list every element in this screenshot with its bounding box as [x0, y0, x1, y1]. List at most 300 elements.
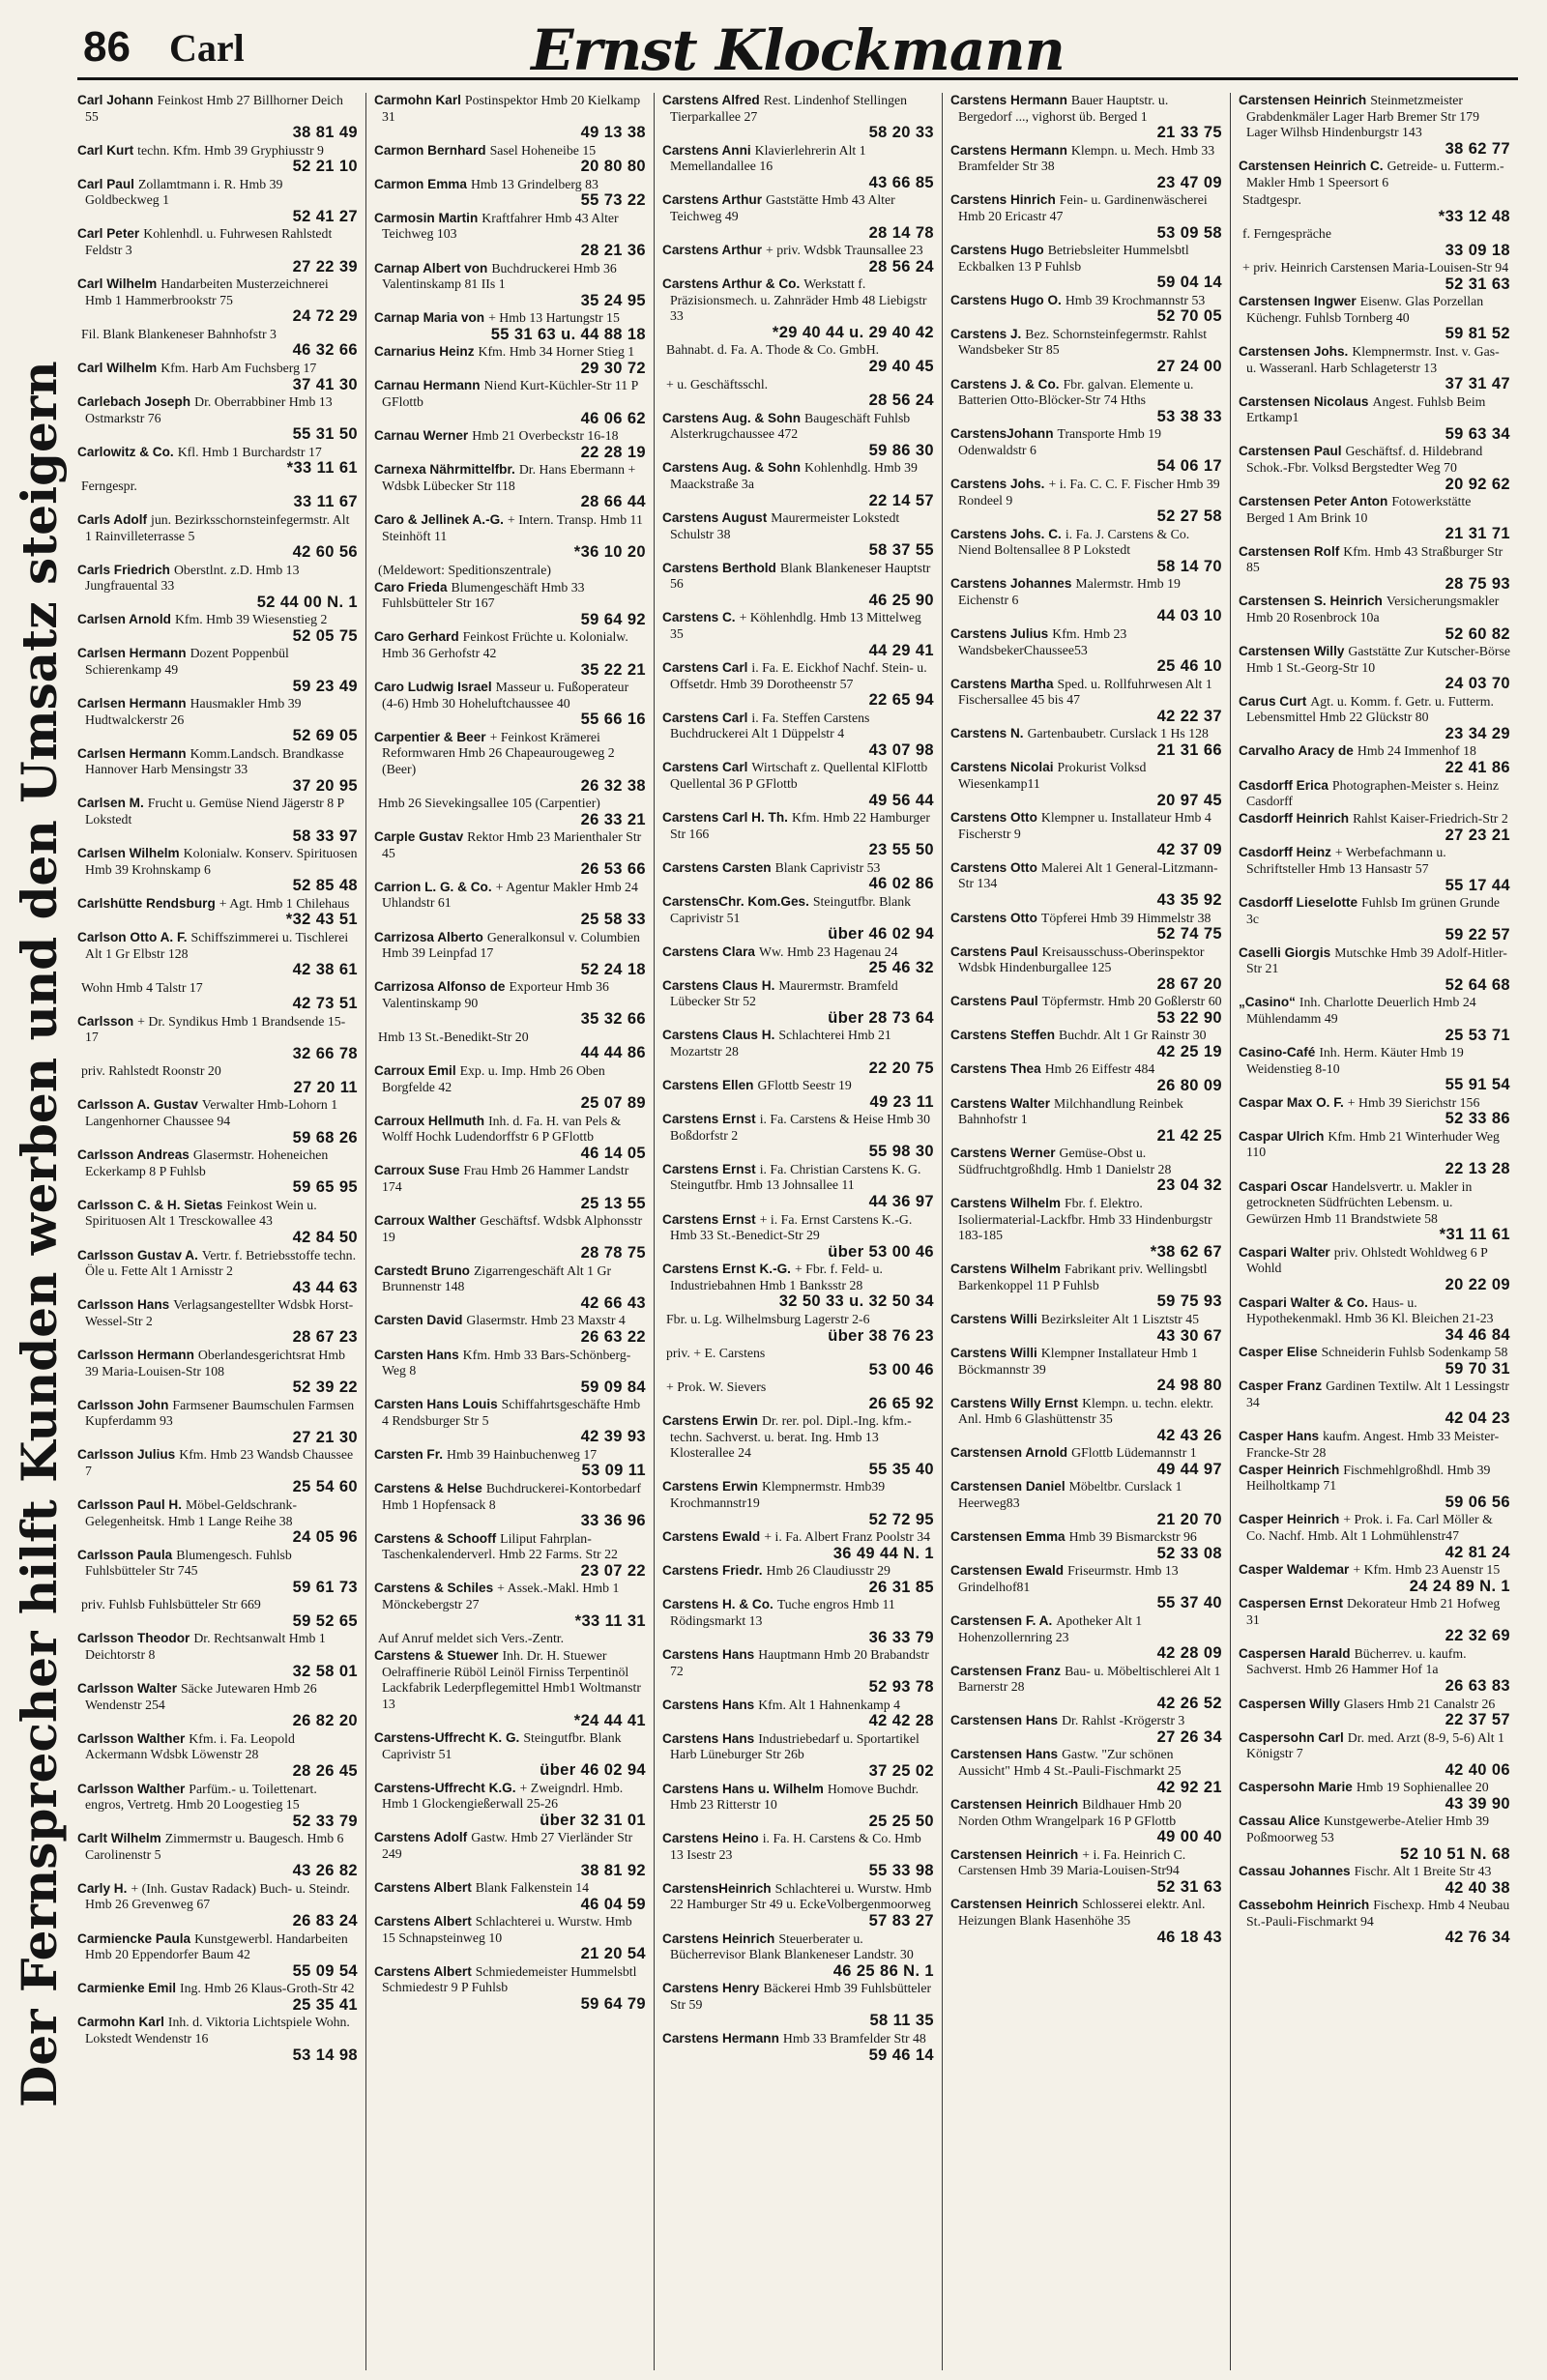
entry-phone: 59 75 93	[1156, 1292, 1222, 1311]
entry-detail: Inh. Charlotte Deuerlich Hmb 24 Mühlendamm 49	[1246, 995, 1476, 1026]
entry-phone: 42 60 56	[292, 543, 358, 562]
entry-name: Carnarius Heinz	[374, 344, 475, 360]
directory-entry	[662, 1112, 934, 1160]
entry-detail: Steinmetzmeister Grabdenkmäler Lager Harb Bremer Str 179 Lager Wilhsb Hindenburgstr 143	[1246, 93, 1479, 140]
entry-detail: + Kfm. Hmb 23 Auenstr 15	[1353, 1562, 1501, 1578]
entry-name: Carstens Hans	[662, 1730, 755, 1746]
directory-entry	[662, 1597, 934, 1645]
directory-entry	[374, 680, 646, 728]
entry-detail: Kfm. Harb Am Fuchsberg 17	[161, 360, 317, 375]
entry-name: Carstens Johs. C.	[950, 526, 1062, 541]
entry-name: Carstens Ellen	[662, 1078, 754, 1093]
entry-name: Carstensen Heinrich	[950, 1797, 1079, 1813]
directory-entry	[662, 460, 934, 508]
entry-detail: Fischmehlgroßhdl. Hmb 39 Heilholtkamp 71	[1246, 1462, 1491, 1494]
directory-entry	[77, 930, 358, 978]
entry-name: Carsten Hans Louis	[374, 1397, 498, 1412]
directory-entry	[1239, 226, 1510, 259]
directory-entry	[77, 1631, 358, 1679]
directory-entry	[1239, 743, 1510, 776]
entry-phone: 36 33 79	[868, 1628, 934, 1646]
entry-name: Carroux Suse	[374, 1163, 460, 1178]
entry-name: Carl Wilhelm	[77, 276, 158, 292]
entry-detail: Malermstr. Hmb 19 Eichenstr 6	[958, 576, 1181, 607]
entry-name: Carlsson	[77, 1013, 134, 1029]
entry-detail: + Prok. i. Fa. Carl Möller & Co. Nachf. Hmb. Alt 1 Lohmühlenstr47	[1246, 1512, 1493, 1543]
entry-name: Carlson Otto A. F.	[77, 929, 188, 944]
entry-phone: 33 11 67	[293, 493, 358, 511]
entry-name: Carstens Albert	[374, 1914, 472, 1930]
entry-name: Caspari Oscar	[1239, 1178, 1328, 1194]
entry-name: Carl Johann	[77, 93, 154, 107]
entry-phone: 42 39 93	[580, 1428, 646, 1446]
entry-detail: + i. Fa. Albert Franz Poolstr 34	[764, 1529, 931, 1545]
directory-entry	[950, 377, 1222, 425]
entry-name: Carlsson Paul H.	[77, 1496, 183, 1512]
entry-name: Caselli Giorgis	[1239, 944, 1331, 960]
entry-phone: 59 70 31	[1445, 1359, 1510, 1378]
entry-detail: + Prok. W. Sievers	[666, 1379, 767, 1395]
directory-entry	[950, 1797, 1222, 1845]
entry-phone: 21 20 70	[1156, 1510, 1222, 1528]
entry-detail: Buchdruckerei Hmb 36 Valentinskamp 81 IIs 1	[382, 260, 617, 292]
directory-entry	[950, 426, 1222, 475]
entry-phone: *33 11 31	[574, 1611, 646, 1630]
entry-name: Carstens Hugo	[950, 243, 1044, 258]
entry-detail: (Meldewort: Speditionszentrale)	[378, 562, 551, 577]
entry-name: Carstens Anni	[662, 142, 751, 158]
entry-name: Carstensen Nicolaus	[1239, 393, 1369, 409]
entry-name: Carstens Berthold	[662, 560, 776, 575]
entry-detail: Inh. d. Fa. H. van Pels & Wolff Hochk Ludendorffstr 6 P GFlottb	[382, 1113, 622, 1145]
entry-name: Caspersen Ernst	[1239, 1596, 1344, 1611]
directory-entry	[1239, 93, 1510, 158]
directory-entry	[1239, 192, 1510, 225]
entry-phone: 59 22 57	[1445, 926, 1510, 944]
entry-detail: Tuche engros Hmb 11 Rödingsmarkt 13	[670, 1597, 895, 1628]
directory-entry	[374, 979, 646, 1028]
entry-name: Carstensen Rolf	[1239, 543, 1340, 559]
entry-detail: Homove Buchdr. Hmb 23 Ritterstr 10	[670, 1781, 919, 1813]
entry-detail: + u. Geschäftsschl.	[666, 376, 769, 392]
directory-entry	[374, 730, 646, 795]
entry-phone: 59 64 92	[580, 610, 646, 628]
directory-entry	[662, 894, 934, 943]
entry-phone: 59 61 73	[292, 1578, 358, 1596]
entry-detail: Kohlenhdl. u. Fuhrwesen Rahlstedt Feldstr 3	[85, 226, 333, 258]
directory-entry	[950, 327, 1222, 375]
entry-phone: 27 21 30	[292, 1428, 358, 1446]
entry-phone: 25 46 10	[1156, 657, 1222, 676]
directory-entry	[950, 1713, 1222, 1746]
directory-entry	[374, 1213, 646, 1262]
entry-name: Carstensen Hans	[950, 1713, 1059, 1728]
entry-detail: + Köhlenhdlg. Hmb 13 Mittelweg 35	[670, 610, 921, 641]
entry-phone: 59 46 14	[868, 2046, 934, 2064]
directory-entry	[950, 911, 1222, 943]
entry-name: Carstens Carl	[662, 710, 748, 725]
directory-entry	[1239, 644, 1510, 692]
entry-detail: Gartenbaubetr. Curslack 1 Hs 128	[1027, 726, 1209, 741]
entry-name: Casdorff Heinz	[1239, 845, 1331, 860]
entry-name: Carsten Fr.	[374, 1446, 444, 1462]
entry-detail: Glasermstr. Hoheneichen Eckerkamp 8 P Fuhlsb	[85, 1147, 329, 1178]
entry-phone: 32 66 78	[292, 1044, 358, 1062]
entry-name: CarstensHeinrich	[662, 1880, 772, 1896]
entry-name: Carlsen M.	[77, 796, 144, 811]
entry-name: Caspar Ulrich	[1239, 1128, 1325, 1144]
directory-entry	[77, 746, 358, 795]
entry-detail: Hauptmann Hmb 20 Brabandstr 72	[670, 1647, 929, 1678]
entry-phone: 49 56 44	[868, 791, 934, 809]
entry-phone: 49 00 40	[1156, 1828, 1222, 1846]
entry-phone: 59 52 65	[292, 1611, 358, 1630]
entry-name: Carstens Hans u. Wilhelm	[662, 1781, 824, 1796]
directory-entry	[374, 344, 646, 377]
entry-phone: 36 49 44 N. 1	[832, 1544, 934, 1562]
entry-phone: 28 26 45	[292, 1762, 358, 1780]
entry-phone: 22 65 94	[868, 691, 934, 710]
directory-entry	[1239, 494, 1510, 542]
entry-name: Carmiencke Paula	[77, 1930, 191, 1946]
directory-entry	[662, 1981, 934, 2029]
directory-entry	[662, 276, 934, 341]
directory-entry	[1239, 945, 1510, 994]
entry-detail: i. Fa. Steffen Carstens Buchdruckerei Alt 1 Düppelstr 4	[670, 710, 870, 741]
entry-detail: Hmb 26 Eiffestr 484	[1044, 1061, 1155, 1077]
entry-detail: Gaststätte Hmb 43 Alter Teichweg 49	[670, 192, 895, 223]
entry-name: Carmohn Karl	[374, 93, 461, 107]
entry-phone: 53 14 98	[292, 2046, 358, 2064]
entry-detail: Fein- u. Gardinenwäscherei Hmb 20 Ericastr 47	[958, 192, 1208, 223]
entry-phone: 27 23 21	[1445, 826, 1510, 844]
entry-phone: *36 10 20	[573, 543, 646, 562]
entry-name: Caspersen Harald	[1239, 1645, 1351, 1661]
entry-detail: Generalkonsul v. Columbien Hmb 39 Leinpfad 17	[382, 929, 640, 961]
entry-phone: 43 66 85	[868, 173, 934, 191]
entry-phone: 58 33 97	[292, 827, 358, 845]
entry-detail: Eisenw. Glas Porzellan Küchengr. Fuhlsb Tornberg 40	[1246, 294, 1484, 325]
entry-name: Carvalho Aracy de	[1239, 743, 1354, 759]
entry-phone: 52 44 00 N. 1	[256, 593, 358, 611]
entry-detail: Handarbeiten Musterzeichnerei Hmb 1 Hammerbrookstr 75	[85, 276, 329, 307]
directory-entry	[374, 1263, 646, 1312]
directory-entry	[950, 1061, 1222, 1094]
directory-entry	[77, 1147, 358, 1196]
entry-detail: Hmb 26 Sievekingsallee 105 (Carpentier)	[378, 796, 600, 811]
directory-entry	[662, 1731, 934, 1780]
entry-phone: 43 07 98	[868, 740, 934, 759]
entry-phone: 22 20 75	[868, 1059, 934, 1077]
entry-name: Carstensen Ewald	[950, 1563, 1065, 1579]
directory-entry	[950, 677, 1222, 725]
entry-detail: Wirtschaft z. Quellental KlFlottb Quellental 36 P GFlottb	[670, 760, 928, 792]
directory-entry	[662, 1563, 934, 1596]
entry-name: Carstens Claus H.	[662, 977, 775, 993]
entry-detail: Möbel-Geldschrank-Gelegenheitsk. Hmb 1 Lange Reihe 38	[85, 1496, 297, 1528]
directory-entry	[662, 860, 934, 893]
entry-phone: 28 21 36	[580, 242, 646, 260]
entry-phone: 38 62 77	[1445, 139, 1510, 158]
entry-phone: 26 63 22	[580, 1328, 646, 1346]
directory-entry	[950, 1613, 1222, 1662]
entry-phone: 28 78 75	[580, 1244, 646, 1263]
entry-phone: 37 31 47	[1445, 375, 1510, 393]
masthead-logo: Ernst Klockmann	[531, 17, 1065, 83]
directory-entry	[1239, 394, 1510, 443]
entry-phone: 46 04 59	[580, 1895, 646, 1913]
entry-phone: *32 43 51	[285, 911, 358, 929]
directory-entry	[374, 880, 646, 928]
entry-phone: 42 28 09	[1156, 1644, 1222, 1663]
directory-entry	[77, 1782, 358, 1830]
entry-phone: 27 24 00	[1156, 358, 1222, 376]
directory-entry	[77, 445, 358, 478]
entry-phone: 20 80 80	[580, 158, 646, 176]
entry-detail: Betriebsleiter Hummelsbtl Eckbalken 13 P Fuhlsb	[958, 243, 1189, 274]
entry-phone: 49 23 11	[869, 1092, 934, 1111]
directory-entry	[77, 1731, 358, 1780]
entry-detail: Fischexp. Hmb 4 Neubau St.-Pauli-Fischmarkt 94	[1246, 1898, 1510, 1929]
entry-name: Carstensen Peter Anton	[1239, 494, 1388, 508]
directory-entry	[662, 1028, 934, 1076]
entry-detail: Fil. Blank Blankeneser Bahnhofstr 3	[81, 326, 277, 341]
entry-detail: Möbeltbr. Curslack 1 Heerweg83	[958, 1479, 1182, 1511]
directory-entry	[374, 1481, 646, 1529]
directory-column-3	[654, 93, 942, 2370]
entry-phone: 25 07 89	[580, 1094, 646, 1113]
entry-phone: 46 06 62	[580, 409, 646, 427]
directory-entry	[374, 1163, 646, 1211]
directory-entry	[950, 576, 1222, 624]
entry-detail: Liliput Fahrplan-Taschenkalenderverl. Hmb 22 Farms. Str 22	[382, 1530, 618, 1562]
entry-detail: Farmsener Baumschulen Farmsen Kupferdamm 93	[85, 1397, 355, 1429]
entry-name: Carstens & Schooff	[374, 1530, 497, 1546]
entry-name: Carstens Arthur	[662, 192, 762, 208]
entry-name: Carstens Heino	[662, 1831, 759, 1846]
entry-name: Carstens Friedr.	[662, 1563, 763, 1579]
entry-phone: 52 70 05	[1156, 307, 1222, 326]
entry-phone: 42 22 37	[1156, 707, 1222, 725]
directory-entry	[374, 261, 646, 309]
entry-phone: 26 53 66	[580, 860, 646, 879]
directory-entry	[662, 1262, 934, 1310]
entry-name: Carrizosa Alberto	[374, 929, 483, 944]
entry-phone: 46 25 86 N. 1	[832, 1961, 934, 1980]
directory-entry	[77, 1097, 358, 1146]
directory-entry	[950, 143, 1222, 191]
entry-name: Carstens Paul	[950, 943, 1038, 959]
entry-detail: Blank Caprivistr 53	[774, 859, 881, 875]
entry-detail: Klempner Installateur Hmb 1 Böckmannstr 39	[958, 1346, 1198, 1377]
directory-entry	[1239, 544, 1510, 593]
entry-name: Casper Elise	[1239, 1345, 1318, 1360]
entry-name: Carstens Steffen	[950, 1028, 1056, 1043]
directory-entry	[950, 1262, 1222, 1310]
entry-phone: 55 31 50	[292, 425, 358, 444]
entry-detail: + Werbefachmann u. Schriftsteller Hmb 13 Hansastr 57	[1246, 845, 1446, 876]
entry-phone: 52 10 51 N. 68	[1400, 1844, 1510, 1863]
entry-detail: Hmb 39 Krochmannstr 53	[1065, 292, 1206, 307]
entry-detail: Klempner u. Installateur Hmb 4 Fischerstr 9	[958, 810, 1211, 841]
entry-phone: 52 05 75	[292, 626, 358, 645]
entry-phone: 59 23 49	[292, 677, 358, 695]
entry-phone: *38 62 67	[1150, 1242, 1222, 1261]
directory-columns	[77, 93, 1518, 2370]
entry-name: Carstens Martha	[950, 676, 1054, 691]
entry-detail: Handelsvertr. u. Makler in getrockneten Südfrüchten Lebensm. u. Gewürzen Hmb 11 Brandstwiete 58	[1246, 1178, 1473, 1226]
entry-name: Carstens Claus H.	[662, 1028, 775, 1043]
entry-detail: Steingutfbr. Blank Caprivistr 51	[670, 893, 912, 925]
entry-detail: Zimmermstr u. Baugesch. Hmb 6 Carolinenstr 5	[85, 1831, 344, 1862]
entry-name: Carstensen Heinrich	[950, 1846, 1079, 1862]
entry-name: Carroux Walther	[374, 1213, 477, 1229]
entry-detail: Dozent Poppenbül Schierenkamp 49	[85, 646, 289, 677]
page-header	[77, 17, 1518, 83]
entry-name: Carstensen Johs.	[1239, 343, 1349, 359]
directory-entry	[1239, 811, 1510, 844]
directory-entry	[1239, 1646, 1510, 1695]
entry-name: Caro Frieda	[374, 579, 448, 595]
entry-phone: 24 72 29	[292, 307, 358, 326]
entry-detail: Glasers Hmb 21 Canalstr 26	[1343, 1696, 1496, 1711]
directory-entry	[662, 1413, 934, 1478]
entry-detail: Steingutfbr. Blank Caprivistr 51	[382, 1730, 622, 1761]
entry-name: Carstens Julius	[950, 625, 1049, 641]
entry-name: Caspari Walter & Co.	[1239, 1294, 1368, 1310]
directory-entry	[950, 527, 1222, 575]
directory-entry	[950, 1529, 1222, 1562]
entry-name: Carstens Erwin	[662, 1413, 758, 1429]
directory-entry	[77, 846, 358, 894]
directory-entry	[662, 1479, 934, 1527]
directory-entry	[374, 143, 646, 176]
entry-detail: i. Fa. E. Eickhof Nachf. Stein- u. Offsetdr. Hmb 39 Dorotheenstr 57	[670, 660, 927, 691]
entry-phone: 24 05 96	[292, 1528, 358, 1547]
entry-phone: 55 91 54	[1445, 1076, 1510, 1094]
directory-entry	[374, 462, 646, 510]
entry-phone: 55 35 40	[868, 1460, 934, 1478]
directory-entry	[77, 1398, 358, 1446]
entry-phone: 49 13 38	[580, 124, 646, 142]
directory-entry	[950, 1847, 1222, 1896]
entry-phone: 59 06 56	[1445, 1493, 1510, 1511]
entry-detail: GFlottb Lüdemannstr 1	[1071, 1445, 1197, 1461]
directory-entry	[77, 327, 358, 360]
entry-detail: Bäckerei Hmb 39 Fuhlsbütteler Str 59	[670, 1981, 932, 2012]
directory-entry	[662, 1698, 934, 1730]
entry-phone: 22 28 19	[580, 443, 646, 461]
entry-phone: 32 50 33 u. 32 50 34	[778, 1292, 934, 1311]
directory-entry	[662, 944, 934, 977]
entry-detail: Sasel Hoheneibe 15	[489, 142, 597, 158]
entry-detail: Exp. u. Imp. Hmb 26 Oben Borgfelde 42	[382, 1062, 605, 1094]
entry-phone: über 53 00 46	[828, 1242, 934, 1261]
entry-detail: Dr. Rechtsanwalt Hmb 1 Deichtorstr 8	[85, 1631, 326, 1663]
entry-phone: 37 20 95	[292, 776, 358, 795]
entry-detail: Fotowerkstätte Berged 1 Am Brink 10	[1246, 494, 1472, 525]
entry-detail: Kunstgewerbe-Atelier Hmb 39 Poßmoorweg 53	[1246, 1814, 1490, 1844]
directory-entry	[77, 612, 358, 645]
entry-detail: Töpferei Hmb 39 Himmelstr 38	[1040, 910, 1211, 925]
directory-entry	[662, 2031, 934, 2064]
entry-name: Carlsson Theodor	[77, 1631, 190, 1646]
directory-entry	[1239, 778, 1510, 810]
directory-entry	[374, 1830, 646, 1878]
entry-detail: Inh. d. Viktoria Lichtspiele Wohn. Lokstedt Wendenstr 16	[85, 2015, 350, 2046]
entry-detail: + Agt. Hmb 1 Chilehaus	[219, 895, 350, 911]
entry-phone: 52 33 79	[292, 1812, 358, 1830]
entry-phone: 28 67 23	[292, 1328, 358, 1347]
directory-entry	[1239, 159, 1510, 190]
entry-name: Cassau Alice	[1239, 1814, 1321, 1829]
entry-detail: Feinkost Hmb 27 Billhorner Deich 55	[85, 93, 343, 124]
entry-detail: Kfm. i. Fa. Leopold Ackermann Wdsbk Löwenstr 28	[85, 1730, 295, 1762]
entry-detail: Klempn. u. Mech. Hmb 33 Bramfelder Str 38	[958, 142, 1215, 174]
entry-name: Casper Heinrich	[1239, 1512, 1340, 1527]
directory-entry	[1239, 344, 1510, 392]
entry-detail: Kfm. Hmb 39 Wiesenstieg 2	[174, 612, 328, 627]
entry-phone: 21 42 25	[1156, 1126, 1222, 1145]
entry-phone: 55 37 40	[1156, 1594, 1222, 1612]
entry-detail: + Feinkost Krämerei Reformwaren Hmb 26 Chapeaurougeweg 2 (Beer)	[382, 729, 615, 776]
directory-entry	[1239, 1512, 1510, 1560]
entry-name: Carmienke Emil	[77, 1981, 176, 1996]
entry-phone: 42 40 38	[1445, 1878, 1510, 1897]
entry-name: Carstens & Helse	[374, 1480, 482, 1495]
entry-detail: Rest. Lindenhof Stellingen Tierparkallee 27	[670, 93, 908, 124]
entry-name: Carstens Ernst	[662, 1211, 756, 1227]
entry-name: Carlsson Walther	[77, 1781, 186, 1796]
directory-entry	[950, 1146, 1222, 1194]
entry-phone: 25 46 32	[868, 959, 934, 977]
directory-entry	[662, 1647, 934, 1696]
entry-detail: Oberstlnt. z.D. Hmb 13 Jungfrauental 33	[85, 562, 300, 594]
directory-entry	[662, 1212, 934, 1261]
directory-entry	[950, 1346, 1222, 1394]
entry-phone: 42 43 26	[1156, 1426, 1222, 1444]
entry-phone: 52 72 95	[868, 1510, 934, 1528]
entry-detail: Blank Falkenstein 14	[475, 1880, 589, 1896]
directory-entry	[1239, 1129, 1510, 1177]
entry-phone: 25 35 41	[292, 1995, 358, 2014]
entry-phone: 25 25 50	[868, 1812, 934, 1830]
entry-detail: Schlosserei elektr. Anl. Heizungen Blank Hasenhöhe 35	[958, 1897, 1206, 1929]
directory-entry	[77, 479, 358, 511]
directory-entry	[1239, 995, 1510, 1043]
entry-name: Carstens Ernst	[662, 1112, 756, 1127]
entry-detail: Hmb 13 Grindelberg 83	[470, 176, 598, 191]
entry-name: Casper Franz	[1239, 1379, 1323, 1394]
directory-entry	[77, 512, 358, 561]
entry-phone: 42 25 19	[1156, 1042, 1222, 1060]
directory-entry	[77, 1931, 358, 1980]
entry-phone: 25 13 55	[580, 1194, 646, 1212]
entry-detail: Parfüm.- u. Toilettenart. engros, Vertretg. Hmb 20 Loogestieg 15	[85, 1781, 317, 1813]
entry-phone: 26 65 92	[868, 1394, 934, 1412]
entry-detail: + Fbr. f. Feld- u. Industriebahnen Hmb 1 Banksstr 28	[670, 1262, 883, 1292]
directory-entry	[374, 1447, 646, 1480]
entry-detail: Bahnabt. d. Fa. A. Thode & Co. GmbH.	[666, 342, 880, 358]
entry-phone: 42 92 21	[1156, 1778, 1222, 1796]
entry-name: Carmon Bernhard	[374, 142, 486, 158]
entry-detail: Bauer Hauptstr. u. Bergedorf ..., vighorst üb. Berged 1	[958, 93, 1169, 124]
entry-name: Carstens Werner	[950, 1146, 1056, 1161]
entry-detail: Bildhauer Hmb 20 Norden Othm Wrangelpark 16 P GFlottb	[958, 1797, 1182, 1828]
entry-detail: Kraftfahrer Hmb 43 Alter Teichweg 103	[382, 210, 619, 242]
entry-name: Carstens Willy Ernst	[950, 1395, 1079, 1410]
directory-entry	[77, 796, 358, 844]
